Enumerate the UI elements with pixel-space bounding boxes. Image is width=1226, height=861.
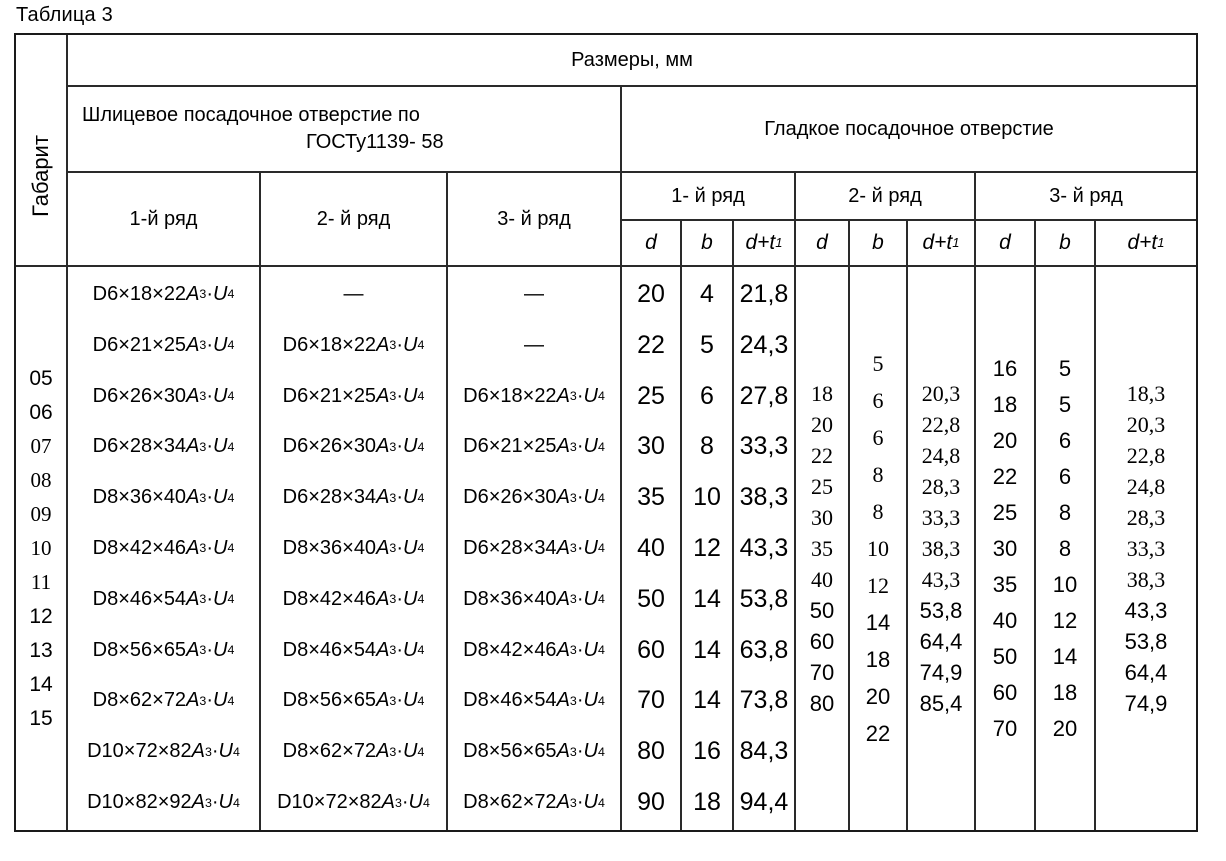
value: — bbox=[524, 282, 544, 305]
value: 22 bbox=[811, 442, 833, 468]
value: 10 bbox=[1052, 571, 1078, 597]
value: 80 bbox=[809, 690, 835, 716]
value: 53,8 bbox=[739, 584, 789, 613]
value: 84,3 bbox=[739, 737, 789, 766]
value: 70 bbox=[809, 659, 835, 685]
value: 24,8 bbox=[921, 442, 961, 468]
value: 53,8 bbox=[919, 597, 963, 623]
value: 38,3 bbox=[921, 535, 961, 561]
value: 25 bbox=[637, 381, 665, 410]
smooth-row1-b-column bbox=[682, 267, 732, 830]
value: 73,8 bbox=[739, 686, 789, 715]
value: 40 bbox=[637, 533, 665, 562]
value: 6 bbox=[872, 387, 884, 413]
value: D10×82×92 A 3 · U 4 bbox=[87, 791, 240, 814]
smooth-row2-b-column bbox=[850, 267, 906, 830]
value: 12 bbox=[29, 604, 53, 628]
value: D8×46×54 A 3 · U 4 bbox=[92, 587, 235, 610]
value: 50 bbox=[809, 597, 835, 623]
value: 60 bbox=[809, 628, 835, 654]
subheader-g3-b-cell: b bbox=[1036, 221, 1094, 265]
value: 12 bbox=[1052, 607, 1078, 633]
value: 15 bbox=[29, 706, 53, 730]
spline-col2-values bbox=[261, 267, 446, 830]
value: — bbox=[524, 333, 544, 356]
value: D6×21×25 A 3 · U 4 bbox=[282, 384, 425, 407]
smooth-section-header-cell: Гладкое посадочное отверстие bbox=[622, 87, 1196, 171]
value: 11 bbox=[30, 570, 52, 594]
gabarit-header-cell bbox=[16, 35, 66, 265]
spline-section-header-cell bbox=[68, 87, 620, 171]
value: 33,3 bbox=[739, 432, 789, 461]
value: 08 bbox=[30, 468, 52, 492]
value: 53,8 bbox=[1124, 628, 1168, 654]
value: 30 bbox=[637, 432, 665, 461]
value: 5 bbox=[700, 330, 714, 359]
value: D8×46×54 A 3 · U 4 bbox=[463, 689, 605, 712]
value: D8×42×46 A 3 · U 4 bbox=[92, 536, 235, 559]
value: 28,3 bbox=[1126, 504, 1166, 530]
value: 20 bbox=[992, 427, 1018, 453]
value: 6 bbox=[700, 381, 714, 410]
value: D8×36×40 A 3 · U 4 bbox=[92, 486, 235, 509]
value: 80 bbox=[637, 737, 665, 766]
subheader-g3-d-cell: d bbox=[976, 221, 1034, 265]
value: 24,3 bbox=[739, 330, 789, 359]
value: 60 bbox=[992, 679, 1018, 705]
value: 22 bbox=[992, 463, 1018, 489]
value: 14 bbox=[693, 635, 721, 664]
value: 21,8 bbox=[739, 279, 789, 308]
value: D6×18×22 A 3 · U 4 bbox=[282, 333, 425, 356]
value: 8 bbox=[1058, 499, 1072, 525]
value: D6×21×25 A 3 · U 4 bbox=[463, 435, 605, 458]
value: 18 bbox=[865, 646, 891, 672]
value: 8 bbox=[872, 461, 884, 487]
value: 18 bbox=[992, 391, 1018, 417]
subheader-g3-dt-cell: d + t 1 bbox=[1096, 221, 1196, 265]
value: 60 bbox=[637, 635, 665, 664]
spline-section-header-line1: Шлицевое посадочное отверстие по bbox=[82, 104, 420, 126]
value: 05 bbox=[29, 366, 53, 390]
value: 64,4 bbox=[1124, 659, 1168, 685]
value: 6 bbox=[1058, 427, 1072, 453]
value: 63,8 bbox=[739, 635, 789, 664]
value: D8×56×65 A 3 · U 4 bbox=[92, 638, 235, 661]
value: D8×62×72 A 3 · U 4 bbox=[282, 740, 425, 763]
value: 16 bbox=[693, 737, 721, 766]
value: 40 bbox=[811, 566, 833, 592]
value: 12 bbox=[693, 533, 721, 562]
value: 14 bbox=[865, 609, 891, 635]
spline-row2-header-cell: 2- й ряд bbox=[261, 173, 446, 265]
value: 35 bbox=[811, 535, 833, 561]
value: 20,3 bbox=[1126, 411, 1166, 437]
value: D6×26×30 A 3 · U 4 bbox=[463, 486, 605, 509]
value: D6×26×30 A 3 · U 4 bbox=[92, 384, 235, 407]
value: 74,9 bbox=[919, 659, 963, 685]
smooth-row1-dt-column bbox=[734, 267, 794, 830]
value: 14 bbox=[693, 584, 721, 613]
value: 8 bbox=[700, 432, 714, 461]
subheader-g1-b-cell: b bbox=[682, 221, 732, 265]
value: 20 bbox=[637, 279, 665, 308]
value: 94,4 bbox=[739, 788, 789, 817]
value: D8×36×40 A 3 · U 4 bbox=[463, 587, 605, 610]
value: D8×46×54 A 3 · U 4 bbox=[282, 638, 425, 661]
value: 38,3 bbox=[739, 483, 789, 512]
value: 14 bbox=[29, 672, 53, 696]
smooth-row3-d-column bbox=[976, 267, 1034, 830]
value: 6 bbox=[1058, 463, 1072, 489]
value: 50 bbox=[992, 643, 1018, 669]
value: 43,3 bbox=[1124, 597, 1168, 623]
value: 5 bbox=[1058, 355, 1072, 381]
value: 33,3 bbox=[1126, 535, 1166, 561]
value: D10×72×82 A 3 · U 4 bbox=[277, 791, 430, 814]
value: 5 bbox=[1058, 391, 1072, 417]
subheader-g2-b-cell: b bbox=[850, 221, 906, 265]
subheader-g1-d-cell: d bbox=[622, 221, 680, 265]
value: D6×21×25 A 3 · U 4 bbox=[92, 333, 235, 356]
value: 6 bbox=[872, 424, 884, 450]
value: 43,3 bbox=[921, 566, 961, 592]
smooth-group1-header-cell: 1- й ряд bbox=[622, 173, 794, 219]
spline-col1-values bbox=[68, 267, 259, 830]
value: 14 bbox=[1052, 643, 1078, 669]
smooth-row2-dt-column bbox=[908, 267, 974, 830]
smooth-row1-d-column bbox=[622, 267, 680, 830]
value: 38,3 bbox=[1126, 566, 1166, 592]
value: 22 bbox=[865, 720, 891, 746]
value: 10 bbox=[693, 483, 721, 512]
smooth-row3-b-column bbox=[1036, 267, 1094, 830]
value: 16 bbox=[992, 355, 1018, 381]
value: 20 bbox=[865, 683, 891, 709]
value: 30 bbox=[811, 504, 833, 530]
value: 10 bbox=[867, 535, 889, 561]
value: 14 bbox=[693, 686, 721, 715]
table-caption: Таблица 3 bbox=[16, 4, 113, 26]
smooth-group3-header-cell: 3- й ряд bbox=[976, 173, 1196, 219]
value: 85,4 bbox=[919, 690, 963, 716]
value: D10×72×82 A 3 · U 4 bbox=[87, 740, 240, 763]
value: 20 bbox=[811, 411, 833, 437]
value: 25 bbox=[992, 499, 1018, 525]
spline-row3-header-cell: 3- й ряд bbox=[448, 173, 620, 265]
value: D6×28×34 A 3 · U 4 bbox=[463, 536, 605, 559]
value: D8×56×65 A 3 · U 4 bbox=[463, 740, 605, 763]
value: D8×36×40 A 3 · U 4 bbox=[282, 536, 425, 559]
value: — bbox=[343, 282, 364, 305]
gabarit-values-column bbox=[16, 267, 66, 830]
value: D6×18×22 A 3 · U 4 bbox=[92, 282, 235, 305]
smooth-row2-d-column bbox=[796, 267, 848, 830]
value: 18 bbox=[1052, 679, 1078, 705]
value: 30 bbox=[992, 535, 1018, 561]
value: 64,4 bbox=[919, 628, 963, 654]
value: 5 bbox=[872, 350, 884, 376]
value: 40 bbox=[992, 607, 1018, 633]
value: 13 bbox=[29, 638, 53, 662]
value: 20 bbox=[1052, 715, 1078, 741]
subheader-g1-dt-cell: d + t 1 bbox=[734, 221, 794, 265]
value: 24,8 bbox=[1126, 473, 1166, 499]
value: 22,8 bbox=[1126, 442, 1166, 468]
value: 18 bbox=[693, 788, 721, 817]
subheader-g2-dt-cell: d + t 1 bbox=[908, 221, 974, 265]
value: 35 bbox=[637, 483, 665, 512]
value: D8×62×72 A 3 · U 4 bbox=[463, 791, 605, 814]
spline-section-header-line2: ГОСТу1139- 58 bbox=[306, 131, 444, 153]
value: 27,8 bbox=[739, 381, 789, 410]
value: 35 bbox=[992, 571, 1018, 597]
value: D6×28×34 A 3 · U 4 bbox=[282, 486, 425, 509]
value: D8×42×46 A 3 · U 4 bbox=[282, 587, 425, 610]
value: 90 bbox=[637, 788, 665, 817]
subheader-g2-d-cell: d bbox=[796, 221, 848, 265]
value: D8×62×72 A 3 · U 4 bbox=[92, 689, 235, 712]
spline-row1-header-cell: 1-й ряд bbox=[68, 173, 259, 265]
value: 25 bbox=[811, 473, 833, 499]
value: 18 bbox=[811, 380, 833, 406]
value: 20,3 bbox=[921, 380, 961, 406]
value: 8 bbox=[872, 498, 884, 524]
value: 22,8 bbox=[921, 411, 961, 437]
value: 10 bbox=[30, 536, 52, 560]
value: D8×42×46 A 3 · U 4 bbox=[463, 638, 605, 661]
spline-col3-values bbox=[448, 267, 620, 830]
value: 33,3 bbox=[921, 504, 961, 530]
value: 50 bbox=[637, 584, 665, 613]
dimensions-table bbox=[14, 33, 1198, 832]
smooth-row3-dt-column bbox=[1096, 267, 1196, 830]
value: 70 bbox=[992, 715, 1018, 741]
value: 70 bbox=[637, 686, 665, 715]
sizes-header-cell: Размеры, мм bbox=[68, 35, 1196, 85]
gabarit-header-label: Габарит bbox=[28, 135, 54, 217]
value: 07 bbox=[30, 434, 52, 458]
value: 8 bbox=[1058, 535, 1072, 561]
value: D6×28×34 A 3 · U 4 bbox=[92, 435, 235, 458]
smooth-group2-header-cell: 2- й ряд bbox=[796, 173, 974, 219]
value: 22 bbox=[637, 330, 665, 359]
value: D6×18×22 A 3 · U 4 bbox=[463, 384, 605, 407]
value: D8×56×65 A 3 · U 4 bbox=[282, 689, 425, 712]
value: 4 bbox=[700, 279, 714, 308]
value: D6×26×30 A 3 · U 4 bbox=[282, 435, 425, 458]
value: 43,3 bbox=[739, 533, 789, 562]
value: 09 bbox=[30, 502, 52, 526]
value: 74,9 bbox=[1124, 690, 1168, 716]
value: 18,3 bbox=[1126, 380, 1166, 406]
value: 12 bbox=[867, 572, 889, 598]
value: 06 bbox=[29, 400, 53, 424]
value: 28,3 bbox=[921, 473, 961, 499]
